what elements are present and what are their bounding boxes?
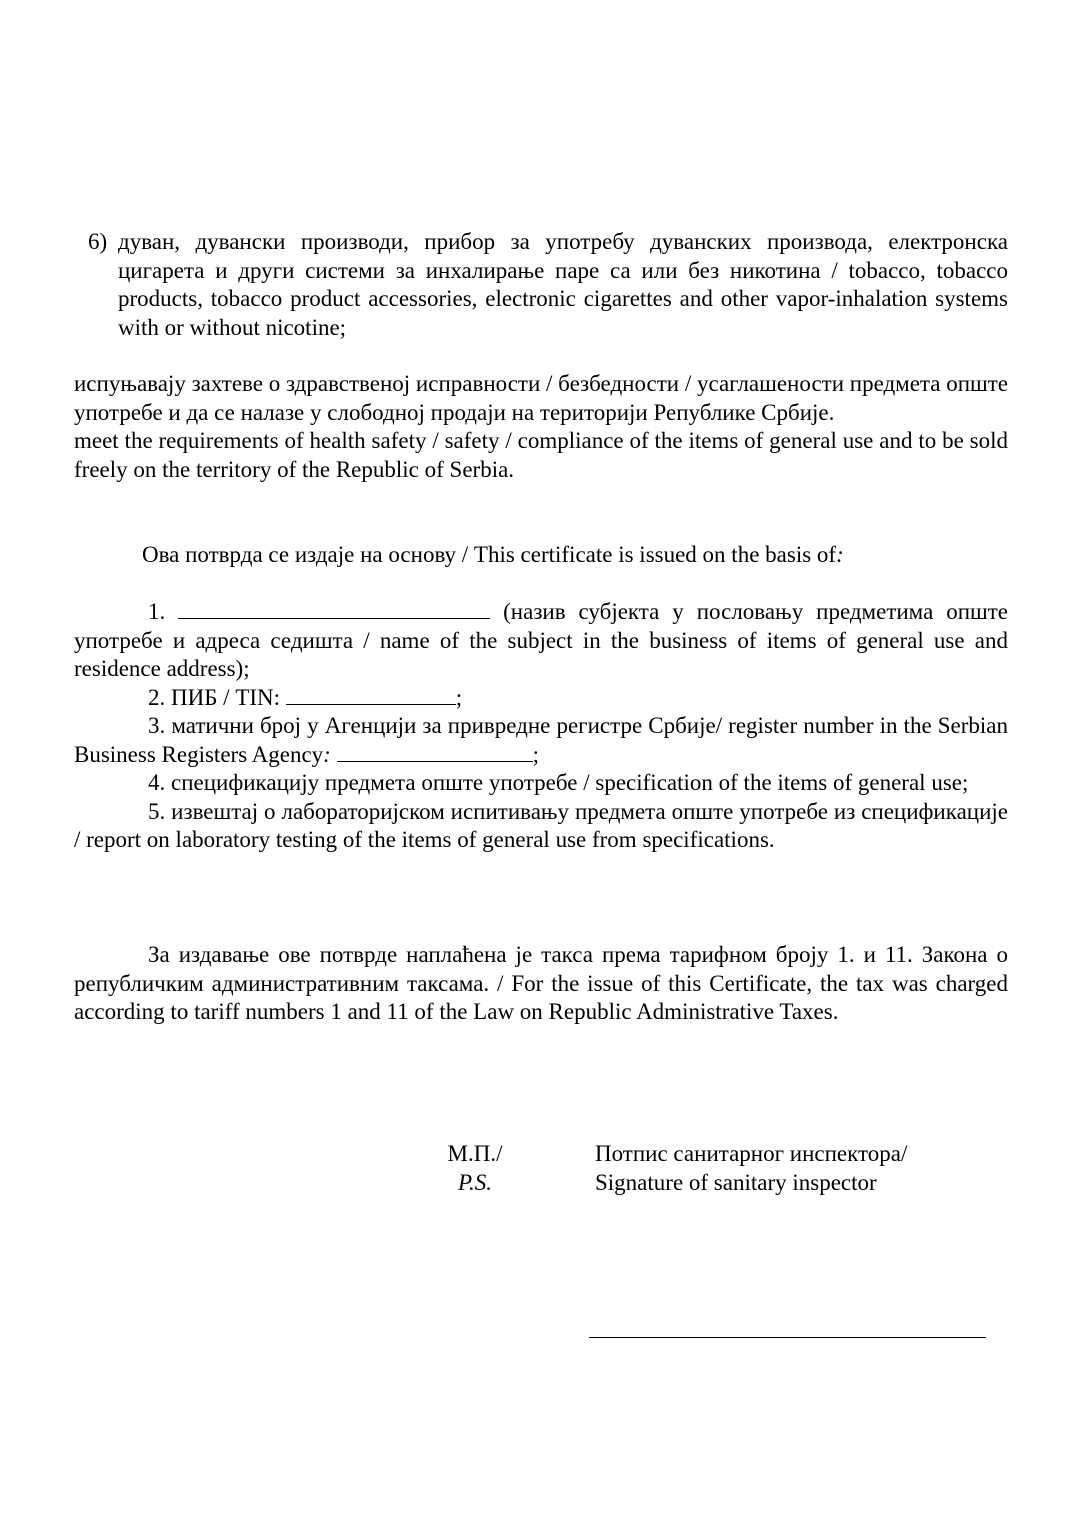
basis-item-3 <box>74 712 1008 769</box>
stamp-placeholder <box>440 1140 510 1197</box>
basis-intro-colon: : <box>836 542 844 567</box>
basis-item-1-num: 1. <box>148 599 166 624</box>
basis-item-5-num: 5. <box>148 798 166 824</box>
tax-text: За издавање ове потврде наплаћена је такса према тарифном броју 1. и 11. Закона о републичким административним таксама. / For the issue of this Certificate, the tax was charged according to tariff numbers 1 and 11 of the Law on Republic Administrative Taxes. <box>74 942 1008 1024</box>
basis-intro <box>74 541 1008 570</box>
basis-item-5-text: извештај о лабораторијском испитивању предмета опште употребе из спецификације / report on laboratory testing of the items of general use from specifications. <box>74 798 1008 852</box>
list-item-6 <box>88 228 1008 342</box>
requirements-en: meet the requirements of health safety / safety / compliance of the items of general use and to be sold freely on the territory of the Republic of Serbia. <box>74 428 1008 482</box>
basis-item-3-colon: : <box>323 741 331 767</box>
stamp-label-en: P.S. <box>457 1169 493 1195</box>
basis-item-4 <box>74 769 1008 798</box>
tin-blank-field[interactable] <box>286 684 456 705</box>
register-number-blank-field[interactable] <box>337 741 533 762</box>
signature-line[interactable] <box>589 1337 986 1338</box>
signature-label-en: Signature of sanitary inspector <box>595 1169 877 1195</box>
stamp-label-sr: М.П./ <box>447 1141 503 1166</box>
basis-item-1-text: (назив субјекта у пословању предметима опште употребе и адреса седишта / name of the subject in the business of items of general use and residence address); <box>74 599 1009 681</box>
basis-item-3-end: ; <box>532 741 539 767</box>
basis-item-3-num: 3. <box>148 713 166 738</box>
item-text: дуван, дувански производи, прибор за употребу дуванских производа, електронска цигарета и други системи за инхалирање паре са или без никотина / tobacco, tobacco products, tobacco product accessories, electronic cigarettes and other vapor-inhalation systems with or without nicotine; <box>118 229 1008 340</box>
basis-item-1 <box>74 598 1008 684</box>
signature-label-sr: Потпис санитарног инспектора/ <box>595 1141 908 1166</box>
requirements-paragraph <box>74 370 1008 484</box>
signature-caption <box>595 1140 995 1197</box>
item-number: 6) <box>88 229 108 254</box>
name-blank-field[interactable] <box>178 598 490 619</box>
basis-item-4-text: спецификацију предмета опште употребе / specification of the items of general use; <box>171 770 969 795</box>
basis-item-3-text: матични број у Агенцији за привредне регистре Србије/ register number in the Serbian Business Registers Agency <box>74 713 1008 767</box>
basis-item-2-num: 2. ПИБ / TIN: <box>148 684 281 710</box>
basis-list <box>74 598 1008 855</box>
basis-item-4-num: 4. <box>148 770 166 795</box>
basis-item-5 <box>74 798 1008 855</box>
basis-item-2-end: ; <box>455 684 463 710</box>
tax-paragraph <box>74 941 1008 1027</box>
basis-intro-text: Ова потврда се издаје на основу / This certificate is issued on the basis of <box>142 542 837 567</box>
requirements-sr: испуњавају захтеве о здравственој исправности / безбедности / усаглашености предмета опште употребе и да се налазе у слободној продаји на територији Републике Србије. <box>74 371 1009 425</box>
basis-item-2 <box>74 684 1008 713</box>
